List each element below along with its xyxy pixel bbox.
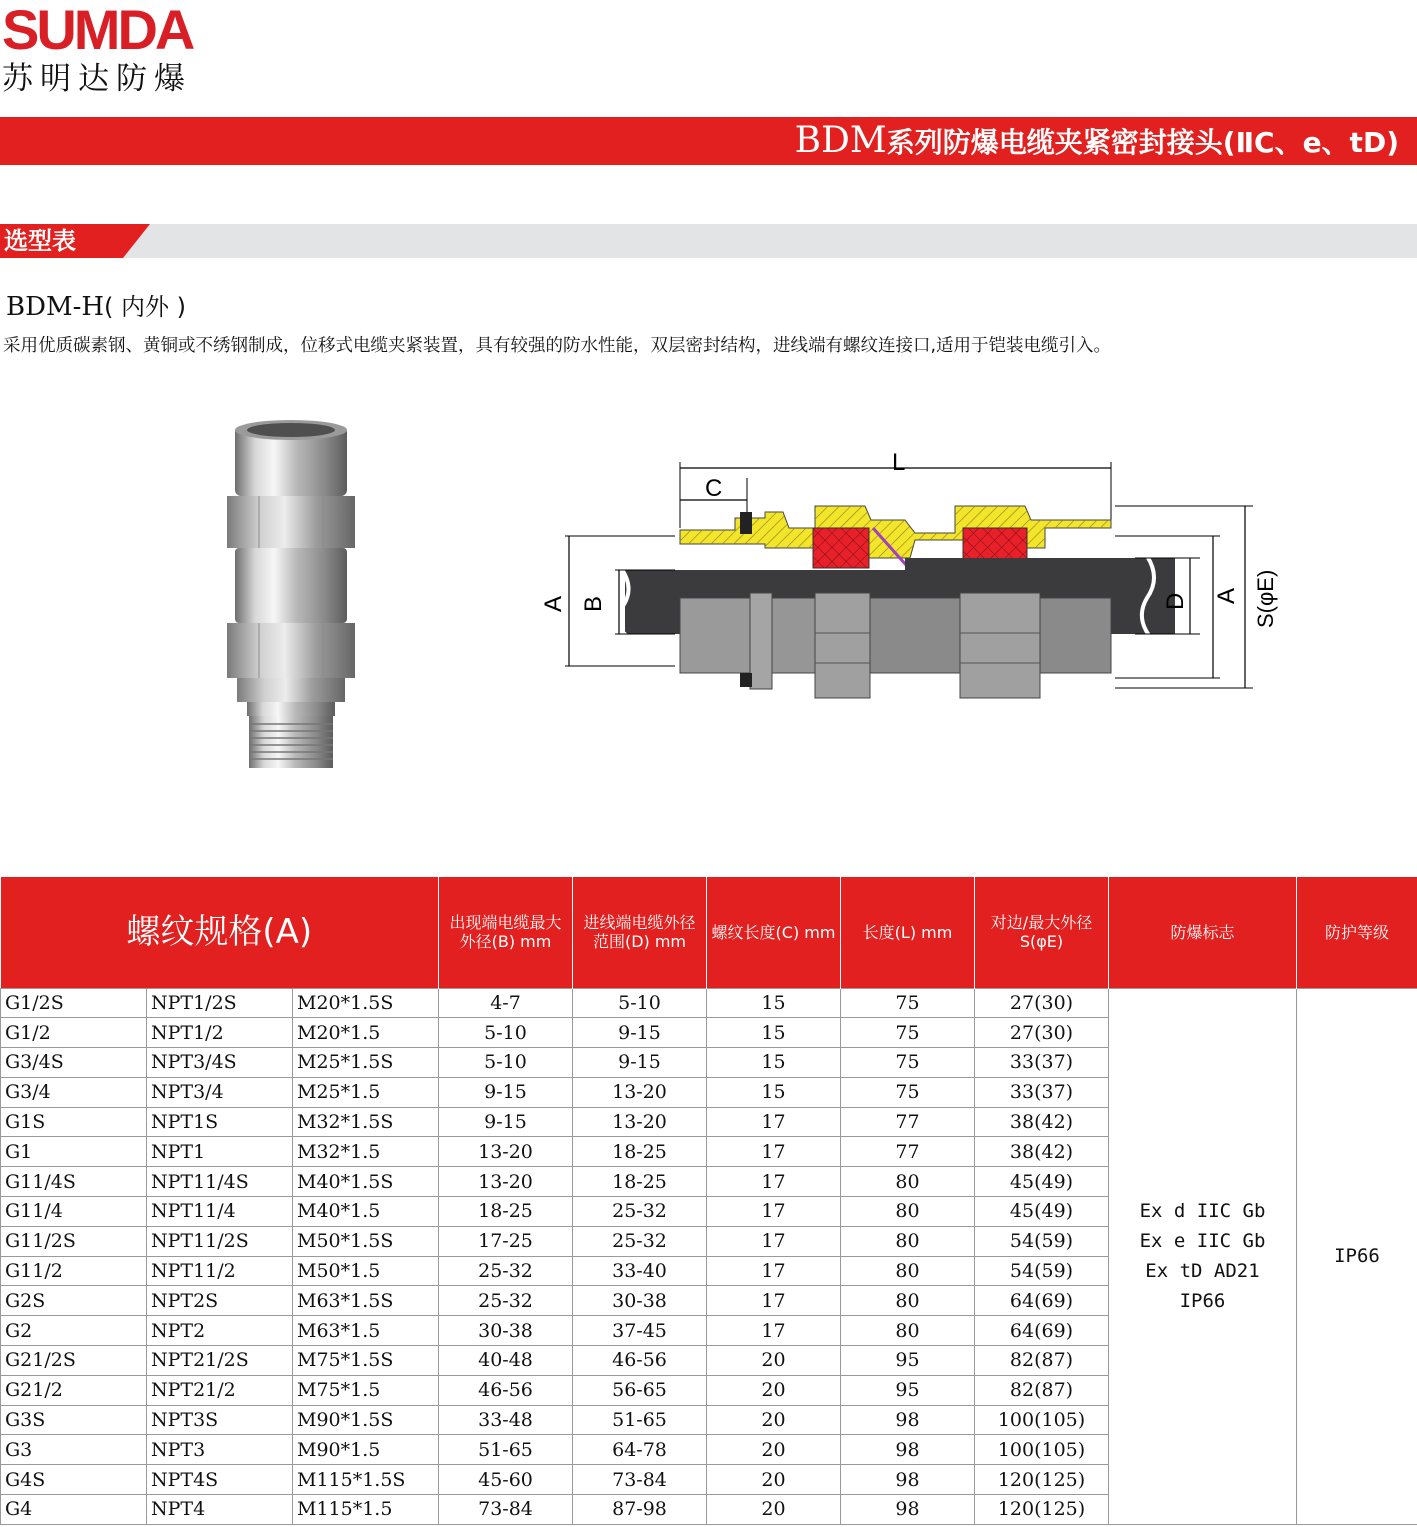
cell-thread-npt: NPT1/2S bbox=[147, 988, 293, 1018]
cell-length: 80 bbox=[841, 1256, 975, 1286]
cell-across-flats: 33(37) bbox=[975, 1077, 1109, 1107]
cell-inlet-range: 25-32 bbox=[573, 1226, 707, 1256]
cell-thread-length: 17 bbox=[707, 1167, 841, 1197]
cell-thread-length: 17 bbox=[707, 1226, 841, 1256]
cell-length: 95 bbox=[841, 1346, 975, 1376]
dim-label-S: S(φE) bbox=[1253, 569, 1278, 628]
cell-outlet-od: 9-15 bbox=[439, 1107, 573, 1137]
cell-thread-g: G11/2S bbox=[1, 1226, 147, 1256]
cell-inlet-range: 73-84 bbox=[573, 1465, 707, 1495]
cell-thread-length: 20 bbox=[707, 1465, 841, 1495]
cell-outlet-od: 51-65 bbox=[439, 1435, 573, 1465]
cell-thread-npt: NPT4 bbox=[147, 1495, 293, 1525]
cell-thread-m: M115*1.5 bbox=[293, 1495, 439, 1525]
cell-across-flats: 64(69) bbox=[975, 1316, 1109, 1346]
cell-outlet-od: 25-32 bbox=[439, 1286, 573, 1316]
cell-across-flats: 33(37) bbox=[975, 1048, 1109, 1078]
cell-thread-npt: NPT3/4 bbox=[147, 1077, 293, 1107]
cell-outlet-od: 73-84 bbox=[439, 1495, 573, 1525]
cell-thread-length: 15 bbox=[707, 1018, 841, 1048]
cell-inlet-range: 46-56 bbox=[573, 1346, 707, 1376]
cell-length: 95 bbox=[841, 1375, 975, 1405]
dim-label-A-right: A bbox=[1213, 587, 1240, 604]
cell-thread-m: M90*1.5S bbox=[293, 1405, 439, 1435]
cell-across-flats: 54(59) bbox=[975, 1226, 1109, 1256]
cell-thread-g: G11/4 bbox=[1, 1197, 147, 1227]
cell-inlet-range: 13-20 bbox=[573, 1077, 707, 1107]
cell-outlet-od: 9-15 bbox=[439, 1077, 573, 1107]
cell-thread-g: G4S bbox=[1, 1465, 147, 1495]
cell-thread-length: 20 bbox=[707, 1435, 841, 1465]
cell-thread-length: 20 bbox=[707, 1346, 841, 1376]
cell-thread-m: M25*1.5 bbox=[293, 1077, 439, 1107]
header-thread-length: 螺纹长度(C) mm bbox=[707, 877, 841, 988]
cell-thread-npt: NPT3/4S bbox=[147, 1048, 293, 1078]
header-outlet-od: 出现端电缆最大外径(B) mm bbox=[439, 877, 573, 988]
cell-outlet-od: 46-56 bbox=[439, 1375, 573, 1405]
cell-thread-m: M75*1.5S bbox=[293, 1346, 439, 1376]
cell-across-flats: 120(125) bbox=[975, 1465, 1109, 1495]
cell-thread-g: G1 bbox=[1, 1137, 147, 1167]
cell-thread-m: M20*1.5S bbox=[293, 988, 439, 1018]
cell-across-flats: 120(125) bbox=[975, 1495, 1109, 1525]
dimension-diagram bbox=[535, 448, 1295, 708]
brand-logo bbox=[2, 2, 192, 96]
cell-across-flats: 54(59) bbox=[975, 1256, 1109, 1286]
cell-across-flats: 82(87) bbox=[975, 1375, 1109, 1405]
cell-thread-m: M32*1.5S bbox=[293, 1107, 439, 1137]
cell-thread-npt: NPT11/2 bbox=[147, 1256, 293, 1286]
model-title bbox=[6, 292, 186, 322]
cell-ex-mark bbox=[1109, 988, 1297, 1524]
cell-inlet-range: 64-78 bbox=[573, 1435, 707, 1465]
cell-thread-npt: NPT3 bbox=[147, 1435, 293, 1465]
cell-thread-m: M40*1.5 bbox=[293, 1197, 439, 1227]
cell-thread-m: M115*1.5S bbox=[293, 1465, 439, 1495]
cell-outlet-od: 4-7 bbox=[439, 988, 573, 1018]
cell-thread-length: 20 bbox=[707, 1375, 841, 1405]
series-title: 系列防爆电缆夹紧密封接头(ⅡC、e、tD) bbox=[886, 126, 1399, 159]
cell-inlet-range: 56-65 bbox=[573, 1375, 707, 1405]
cell-length: 98 bbox=[841, 1405, 975, 1435]
header-ex-mark: 防爆标志 bbox=[1109, 877, 1297, 988]
cell-thread-g: G2 bbox=[1, 1316, 147, 1346]
cell-across-flats: 27(30) bbox=[975, 988, 1109, 1018]
cell-thread-g: G21/2 bbox=[1, 1375, 147, 1405]
cell-outlet-od: 30-38 bbox=[439, 1316, 573, 1346]
cell-outlet-od: 25-32 bbox=[439, 1256, 573, 1286]
model-code: BDM-H bbox=[6, 292, 105, 322]
cell-inlet-range: 9-15 bbox=[573, 1048, 707, 1078]
header-length: 长度(L) mm bbox=[841, 877, 975, 988]
cell-length: 80 bbox=[841, 1286, 975, 1316]
cell-across-flats: 38(42) bbox=[975, 1137, 1109, 1167]
cell-thread-g: G21/2S bbox=[1, 1346, 147, 1376]
cell-thread-m: M20*1.5 bbox=[293, 1018, 439, 1048]
cell-inlet-range: 87-98 bbox=[573, 1495, 707, 1525]
brand-name-cn: 苏明达防爆 bbox=[2, 61, 192, 97]
cell-thread-length: 17 bbox=[707, 1107, 841, 1137]
cell-thread-g: G3/4 bbox=[1, 1077, 147, 1107]
cell-inlet-range: 25-32 bbox=[573, 1197, 707, 1227]
cell-thread-m: M25*1.5S bbox=[293, 1048, 439, 1078]
cell-thread-length: 17 bbox=[707, 1256, 841, 1286]
cell-thread-m: M50*1.5S bbox=[293, 1226, 439, 1256]
product-photo bbox=[215, 418, 365, 773]
cell-across-flats: 64(69) bbox=[975, 1286, 1109, 1316]
cell-length: 80 bbox=[841, 1226, 975, 1256]
cell-thread-m: M90*1.5 bbox=[293, 1435, 439, 1465]
cell-length: 75 bbox=[841, 1018, 975, 1048]
cell-thread-g: G11/2 bbox=[1, 1256, 147, 1286]
cell-thread-npt: NPT11/2S bbox=[147, 1226, 293, 1256]
cell-thread-npt: NPT21/2 bbox=[147, 1375, 293, 1405]
cell-across-flats: 100(105) bbox=[975, 1405, 1109, 1435]
section-label: 选型表 bbox=[4, 227, 76, 255]
cell-length: 75 bbox=[841, 1077, 975, 1107]
cell-thread-g: G1/2S bbox=[1, 988, 147, 1018]
ex-mark-line: Ex d IIC Gb bbox=[1139, 1200, 1266, 1223]
cell-inlet-range: 18-25 bbox=[573, 1167, 707, 1197]
cell-thread-npt: NPT3S bbox=[147, 1405, 293, 1435]
cell-thread-length: 20 bbox=[707, 1495, 841, 1525]
cell-outlet-od: 17-25 bbox=[439, 1226, 573, 1256]
cell-thread-m: M32*1.5 bbox=[293, 1137, 439, 1167]
cell-inlet-range: 5-10 bbox=[573, 988, 707, 1018]
cell-outlet-od: 45-60 bbox=[439, 1465, 573, 1495]
cell-outlet-od: 5-10 bbox=[439, 1048, 573, 1078]
cell-outlet-od: 33-48 bbox=[439, 1405, 573, 1435]
cell-outlet-od: 5-10 bbox=[439, 1018, 573, 1048]
table-body bbox=[1, 988, 1417, 1524]
cell-length: 80 bbox=[841, 1167, 975, 1197]
ex-mark-line: Ex tD AD21 bbox=[1145, 1260, 1260, 1283]
cell-thread-npt: NPT21/2S bbox=[147, 1346, 293, 1376]
cell-thread-npt: NPT2S bbox=[147, 1286, 293, 1316]
table-header-row bbox=[1, 877, 1417, 988]
cell-thread-npt: NPT4S bbox=[147, 1465, 293, 1495]
header-ip-rating: 防护等级 bbox=[1297, 877, 1417, 988]
header-across-flats: 对边/最大外径S(φE) bbox=[975, 877, 1109, 988]
model-variant: ( 内外 ) bbox=[104, 293, 187, 321]
cell-length: 98 bbox=[841, 1495, 975, 1525]
page-title bbox=[795, 117, 1399, 171]
cell-thread-g: G2S bbox=[1, 1286, 147, 1316]
cell-thread-npt: NPT11/4S bbox=[147, 1167, 293, 1197]
dim-label-C: C bbox=[705, 475, 723, 502]
spec-table bbox=[0, 877, 1417, 1525]
cell-ip-rating: IP66 bbox=[1297, 988, 1417, 1524]
cell-thread-m: M40*1.5S bbox=[293, 1167, 439, 1197]
cell-across-flats: 45(49) bbox=[975, 1167, 1109, 1197]
cell-thread-length: 15 bbox=[707, 1077, 841, 1107]
cell-inlet-range: 13-20 bbox=[573, 1107, 707, 1137]
header-inlet-range: 进线端电缆外径范围(D) mm bbox=[573, 877, 707, 988]
logo-wordmark: SUMDA bbox=[2, 0, 193, 61]
ex-mark-line: IP66 bbox=[1179, 1290, 1226, 1313]
cell-thread-length: 15 bbox=[707, 988, 841, 1018]
cell-length: 98 bbox=[841, 1465, 975, 1495]
cell-across-flats: 38(42) bbox=[975, 1107, 1109, 1137]
cell-thread-npt: NPT11/4 bbox=[147, 1197, 293, 1227]
cell-thread-g: G11/4S bbox=[1, 1167, 147, 1197]
model-description: 采用优质碳素钢、黄铜或不绣钢制成，位移式电缆夹紧装置，具有较强的防水性能，双层密封结构，进线端有螺纹连接口,适用于铠装电缆引入。 bbox=[3, 336, 1112, 356]
dim-label-L: L bbox=[892, 449, 906, 476]
cell-outlet-od: 40-48 bbox=[439, 1346, 573, 1376]
cell-length: 77 bbox=[841, 1107, 975, 1137]
cell-thread-m: M75*1.5 bbox=[293, 1375, 439, 1405]
cell-thread-length: 20 bbox=[707, 1405, 841, 1435]
series-code: BDM bbox=[794, 120, 887, 161]
dim-label-D: D bbox=[1162, 592, 1189, 610]
ex-mark-line: Ex e IIC Gb bbox=[1139, 1230, 1266, 1253]
cell-thread-npt: NPT1 bbox=[147, 1137, 293, 1167]
cell-thread-g: G4 bbox=[1, 1495, 147, 1525]
cell-thread-m: M63*1.5 bbox=[293, 1316, 439, 1346]
cell-length: 77 bbox=[841, 1137, 975, 1167]
cell-inlet-range: 33-40 bbox=[573, 1256, 707, 1286]
cell-inlet-range: 30-38 bbox=[573, 1286, 707, 1316]
dim-label-A-left: A bbox=[540, 595, 567, 612]
cell-thread-g: G1S bbox=[1, 1107, 147, 1137]
cell-across-flats: 100(105) bbox=[975, 1435, 1109, 1465]
cell-length: 75 bbox=[841, 988, 975, 1018]
cell-across-flats: 27(30) bbox=[975, 1018, 1109, 1048]
cell-thread-npt: NPT1S bbox=[147, 1107, 293, 1137]
cell-thread-g: G3 bbox=[1, 1435, 147, 1465]
title-banner bbox=[0, 117, 1417, 165]
cell-thread-length: 17 bbox=[707, 1286, 841, 1316]
cell-inlet-range: 37-45 bbox=[573, 1316, 707, 1346]
section-header-bar bbox=[0, 224, 1417, 258]
cell-thread-length: 17 bbox=[707, 1316, 841, 1346]
cell-thread-g: G3/4S bbox=[1, 1048, 147, 1078]
cell-length: 98 bbox=[841, 1435, 975, 1465]
dim-label-B: B bbox=[580, 595, 607, 612]
cell-thread-length: 15 bbox=[707, 1048, 841, 1078]
header-thread-spec: 螺纹规格(A) bbox=[1, 877, 439, 988]
cell-length: 75 bbox=[841, 1048, 975, 1078]
cell-inlet-range: 18-25 bbox=[573, 1137, 707, 1167]
cell-inlet-range: 51-65 bbox=[573, 1405, 707, 1435]
cell-thread-npt: NPT2 bbox=[147, 1316, 293, 1346]
cell-length: 80 bbox=[841, 1197, 975, 1227]
cell-thread-g: G1/2 bbox=[1, 1018, 147, 1048]
cell-across-flats: 82(87) bbox=[975, 1346, 1109, 1376]
cell-outlet-od: 13-20 bbox=[439, 1167, 573, 1197]
cell-thread-m: M50*1.5 bbox=[293, 1256, 439, 1286]
cell-length: 80 bbox=[841, 1316, 975, 1346]
cell-thread-g: G3S bbox=[1, 1405, 147, 1435]
table-row bbox=[1, 988, 1417, 1018]
cell-thread-length: 17 bbox=[707, 1197, 841, 1227]
cell-inlet-range: 9-15 bbox=[573, 1018, 707, 1048]
cell-across-flats: 45(49) bbox=[975, 1197, 1109, 1227]
cell-thread-npt: NPT1/2 bbox=[147, 1018, 293, 1048]
cell-thread-length: 17 bbox=[707, 1137, 841, 1167]
cell-outlet-od: 18-25 bbox=[439, 1197, 573, 1227]
cell-thread-m: M63*1.5S bbox=[293, 1286, 439, 1316]
cell-outlet-od: 13-20 bbox=[439, 1137, 573, 1167]
